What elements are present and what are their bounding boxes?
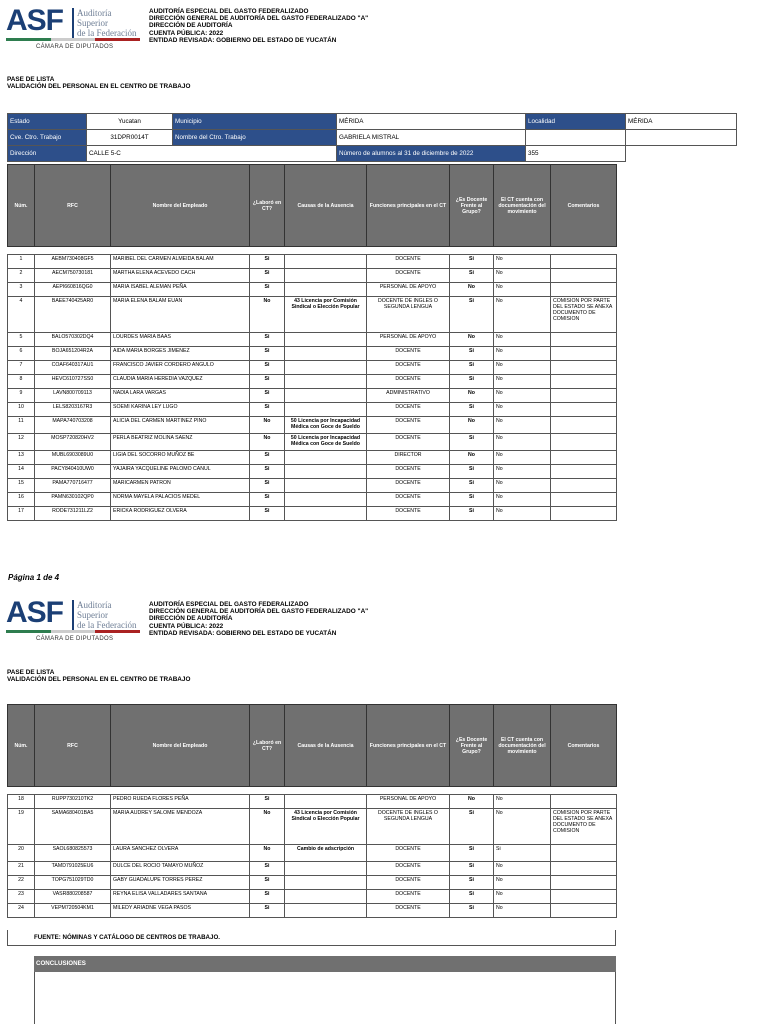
- row-documentacion: No: [494, 333, 551, 347]
- row-rfc: AEBM730408GF5: [35, 255, 111, 269]
- row-laboro: No: [250, 809, 285, 845]
- row-laboro: No: [250, 297, 285, 333]
- row-rfc: SAOL680825573: [35, 845, 111, 862]
- row-documentacion: No: [494, 417, 551, 434]
- table-row: [8, 845, 617, 862]
- row-nombre: DULCE DEL ROCIO TAMAYO MUÑOZ: [111, 862, 250, 876]
- row-nombre: MARIBEL DEL CARMEN ALMEIDA BALAM: [111, 255, 250, 269]
- row-documentacion: No: [494, 403, 551, 417]
- row-documentacion: No: [494, 809, 551, 845]
- row-num: 16: [8, 493, 35, 507]
- asf-logo-text: ASF: [6, 4, 63, 37]
- row-documentacion: No: [494, 876, 551, 890]
- row-laboro: Si: [250, 361, 285, 375]
- row-documentacion: No: [494, 283, 551, 297]
- row-rfc: TAMD791025EU6: [35, 862, 111, 876]
- row-documentacion: No: [494, 297, 551, 333]
- col-docente: ¿Es Docente Frente al Grupo?: [450, 165, 494, 247]
- page-number: Página 1 de 4: [8, 573, 60, 582]
- row-nombre: SOEMI KARINA LEY LUGO: [111, 403, 250, 417]
- row-rfc: SAMA680401BA5: [35, 809, 111, 845]
- row-docente: Si: [450, 465, 494, 479]
- row-rfc: PAMA770716477: [35, 479, 111, 493]
- row-funciones: DOCENTE DE INGLES O SEGUNDA LENGUA: [367, 809, 450, 845]
- section-title: PASE DE LISTA VALIDACIÓN DEL PERSONAL EN EL CENTRO DE TRABAJO: [7, 669, 191, 684]
- asf-logo-text: ASF: [6, 596, 63, 629]
- row-num: 23: [8, 890, 35, 904]
- row-nombre: MILEDY ARIADNE VEGA PASOS: [111, 904, 250, 918]
- row-laboro: No: [250, 434, 285, 451]
- col-nombre: Nombre del Empleado: [111, 165, 250, 247]
- row-rfc: MOSP720820HV2: [35, 434, 111, 451]
- row-documentacion: No: [494, 904, 551, 918]
- row-laboro: Si: [250, 862, 285, 876]
- row-docente: No: [450, 417, 494, 434]
- row-num: 6: [8, 347, 35, 361]
- row-causas: [285, 862, 367, 876]
- row-num: 13: [8, 451, 35, 465]
- row-funciones: PERSONAL DE APOYO: [367, 795, 450, 809]
- row-documentacion: No: [494, 493, 551, 507]
- row-rfc: BAEE740425AR0: [35, 297, 111, 333]
- col-laboro: ¿Laboró en CT?: [250, 705, 285, 787]
- row-funciones: DOCENTE: [367, 479, 450, 493]
- row-laboro: Si: [250, 283, 285, 297]
- row-docente: Si: [450, 255, 494, 269]
- row-causas: [285, 890, 367, 904]
- row-num: 9: [8, 389, 35, 403]
- row-num: 8: [8, 375, 35, 389]
- direccion-label: Dirección: [8, 146, 87, 162]
- fuente-note: FUENTE: NÓMINAS Y CATÁLOGO DE CENTROS DE TRABAJO.: [34, 934, 220, 941]
- row-funciones: DOCENTE: [367, 862, 450, 876]
- row-laboro: Si: [250, 493, 285, 507]
- row-docente: Si: [450, 269, 494, 283]
- row-num: 7: [8, 361, 35, 375]
- row-docente: No: [450, 795, 494, 809]
- row-nombre: NADIA LARA VARGAS: [111, 389, 250, 403]
- row-documentacion: No: [494, 507, 551, 521]
- alumnos-value: 355: [526, 146, 626, 162]
- row-rfc: HEVC610727SS0: [35, 375, 111, 389]
- row-causas: 43 Licencia por Comisión Sindical o Elección Popular: [285, 809, 367, 845]
- row-rfc: TOPG751029TD0: [35, 876, 111, 890]
- row-documentacion: No: [494, 465, 551, 479]
- cct-value: 31DPR0014T: [87, 130, 173, 146]
- row-laboro: Si: [250, 403, 285, 417]
- row-funciones: DOCENTE: [367, 845, 450, 862]
- row-funciones: DOCENTE: [367, 347, 450, 361]
- row-laboro: Si: [250, 333, 285, 347]
- row-laboro: Si: [250, 347, 285, 361]
- estado-value: Yucatan: [87, 114, 173, 130]
- row-laboro: Si: [250, 375, 285, 389]
- row-laboro: Si: [250, 507, 285, 521]
- row-documentacion: Si: [494, 845, 551, 862]
- row-documentacion: No: [494, 389, 551, 403]
- row-num: 14: [8, 465, 35, 479]
- row-rfc: COAF640317AU1: [35, 361, 111, 375]
- row-docente: Si: [450, 297, 494, 333]
- row-funciones: DOCENTE: [367, 876, 450, 890]
- row-docente: Si: [450, 375, 494, 389]
- row-causas: 50 Licencia por Incapacidad Médica con Goce de Sueldo: [285, 434, 367, 451]
- row-comentarios: COMISION POR PARTE DEL ESTADO SE ANEXA DOCUMENTO DE COMISION: [551, 297, 617, 333]
- municipio-label: Municipio: [173, 114, 337, 130]
- col-comentarios: Comentarios: [551, 705, 617, 787]
- row-documentacion: No: [494, 347, 551, 361]
- col-rfc: RFC: [35, 165, 111, 247]
- col-documentacion: El CT cuenta con documentación del movimiento: [494, 165, 551, 247]
- row-docente: Si: [450, 347, 494, 361]
- col-docente: ¿Es Docente Frente al Grupo?: [450, 705, 494, 787]
- row-num: 15: [8, 479, 35, 493]
- col-causas: Causas de la Ausencia: [285, 705, 367, 787]
- row-docente: Si: [450, 876, 494, 890]
- row-rfc: VASR880208587: [35, 890, 111, 904]
- row-funciones: DOCENTE: [367, 255, 450, 269]
- row-rfc: LAVN800709113: [35, 389, 111, 403]
- row-documentacion: No: [494, 375, 551, 389]
- row-laboro: Si: [250, 465, 285, 479]
- row-nombre: PEDRO RUEDA FLORES PEÑA: [111, 795, 250, 809]
- row-docente: No: [450, 451, 494, 465]
- row-funciones: DOCENTE: [367, 403, 450, 417]
- row-docente: No: [450, 283, 494, 297]
- cct-label: Cve. Ctro. Trabajo: [8, 130, 87, 146]
- row-funciones: DOCENTE: [367, 434, 450, 451]
- nombre-ct-label: Nombre del Ctro. Trabajo: [173, 130, 337, 146]
- direccion-value: CALLE 5-C: [87, 146, 337, 162]
- report-header: AUDITORÍA ESPECIAL DEL GASTO FEDERALIZADO DIRECCIÓN GENERAL DE AUDITORÍA DEL GASTO FEDERALIZADO "A" DIRECCIÓN DE AUDITORÍA CUENTA PÚBLICA: 2022 ENTIDAD REVISADA: GOBIERNO DEL ESTADO DE YUCATÁN: [149, 8, 369, 44]
- row-nombre: MARIA ISABEL ALEMAN PEÑA: [111, 283, 250, 297]
- row-documentacion: No: [494, 862, 551, 876]
- estado-label: Estado: [8, 114, 87, 130]
- row-funciones: ADMINISTRATIVO: [367, 389, 450, 403]
- row-comentarios: COMISION POR PARTE DEL ESTADO SE ANEXA DOCUMENTO DE COMISION: [551, 809, 617, 845]
- row-rfc: BOJA651204R2A: [35, 347, 111, 361]
- row-num: 21: [8, 862, 35, 876]
- row-docente: Si: [450, 493, 494, 507]
- row-docente: No: [450, 333, 494, 347]
- personnel-table-page-2: [7, 794, 617, 918]
- row-rfc: MAPA740703208: [35, 417, 111, 434]
- col-comentarios: Comentarios: [551, 165, 617, 247]
- section-title: PASE DE LISTA VALIDACIÓN DEL PERSONAL EN EL CENTRO DE TRABAJO: [7, 76, 191, 91]
- row-funciones: DOCENTE: [367, 507, 450, 521]
- row-laboro: Si: [250, 795, 285, 809]
- row-documentacion: No: [494, 269, 551, 283]
- row-nombre: ALICIA DEL CARMEN MARTINEZ PINO: [111, 417, 250, 434]
- asf-logo-words: Auditoría Superior de la Federación: [72, 8, 136, 38]
- row-causas: Cambio de adscripción: [285, 845, 367, 862]
- asf-logo-words: Auditoría Superior de la Federación: [72, 600, 136, 630]
- row-docente: Si: [450, 434, 494, 451]
- row-num: 12: [8, 434, 35, 451]
- report-header: AUDITORÍA ESPECIAL DEL GASTO FEDERALIZADO DIRECCIÓN GENERAL DE AUDITORÍA DEL GASTO FEDERALIZADO "A" DIRECCIÓN DE AUDITORÍA CUENTA PÚBLICA: 2022 ENTIDAD REVISADA: GOBIERNO DEL ESTADO DE YUCATÁN: [149, 601, 369, 637]
- row-laboro: Si: [250, 269, 285, 283]
- row-nombre: REYNA ELISA VALLADARES SANTANA: [111, 890, 250, 904]
- row-nombre: GABY GUADALUPE TORRES PEREZ: [111, 876, 250, 890]
- col-laboro: ¿Laboró en CT?: [250, 165, 285, 247]
- row-nombre: AIDA MARIA BORGES JIMENEZ: [111, 347, 250, 361]
- localidad-value: MÉRIDA: [626, 114, 737, 130]
- row-laboro: Si: [250, 904, 285, 918]
- row-rfc: AEPI660816QG0: [35, 283, 111, 297]
- row-causas: 50 Licencia por Incapacidad Médica con Goce de Sueldo: [285, 417, 367, 434]
- row-nombre: LIGIA DEL SOCORRO MUÑOZ BE: [111, 451, 250, 465]
- row-num: 4: [8, 297, 35, 333]
- nombre-ct-value: GABRIELA MISTRAL: [337, 130, 526, 146]
- row-funciones: DOCENTE: [367, 904, 450, 918]
- row-funciones: DOCENTE: [367, 375, 450, 389]
- row-docente: Si: [450, 479, 494, 493]
- row-docente: Si: [450, 904, 494, 918]
- row-docente: Si: [450, 845, 494, 862]
- row-comentarios: [551, 890, 617, 904]
- row-documentacion: No: [494, 361, 551, 375]
- row-nombre: MARTHA ELENA ACEVEDO CACH: [111, 269, 250, 283]
- col-funciones: Funciones principales en el CT: [367, 705, 450, 787]
- row-rfc: PAMN630102QP0: [35, 493, 111, 507]
- row-laboro: Si: [250, 389, 285, 403]
- row-documentacion: No: [494, 795, 551, 809]
- table-row: [8, 876, 617, 890]
- row-laboro: No: [250, 845, 285, 862]
- row-funciones: DOCENTE: [367, 890, 450, 904]
- row-num: 19: [8, 809, 35, 845]
- row-num: 1: [8, 255, 35, 269]
- col-nombre: Nombre del Empleado: [111, 705, 250, 787]
- row-comentarios: [551, 862, 617, 876]
- table-row: [8, 795, 617, 809]
- camara-label: CÁMARA DE DIPUTADOS: [36, 44, 114, 50]
- row-docente: Si: [450, 507, 494, 521]
- row-nombre: LOURDES MARIA BAAS: [111, 333, 250, 347]
- row-documentacion: No: [494, 479, 551, 493]
- row-nombre: LAURA SANCHEZ OLVERA: [111, 845, 250, 862]
- row-documentacion: No: [494, 434, 551, 451]
- row-laboro: Si: [250, 451, 285, 465]
- personnel-table-header: [7, 704, 617, 787]
- flag-stripe-icon: [6, 630, 140, 635]
- row-rfc: RODE731211LZ2: [35, 507, 111, 521]
- row-num: 5: [8, 333, 35, 347]
- row-rfc: PACY840410UW0: [35, 465, 111, 479]
- row-docente: Si: [450, 890, 494, 904]
- row-comentarios: [551, 904, 617, 918]
- row-nombre: CLAUDIA MARIA HEREDIA VAZQUEZ: [111, 375, 250, 389]
- row-nombre: MARIA ELENA BALAM EUAN: [111, 297, 250, 333]
- row-nombre: FRANCISCO JAVIER CORDERO ANGULO: [111, 361, 250, 375]
- row-causas: 43 Licencia por Comisión Sindical o Elección Popular: [285, 297, 367, 333]
- row-docente: No: [450, 389, 494, 403]
- row-comentarios: [551, 876, 617, 890]
- municipio-value: MÉRIDA: [337, 114, 526, 130]
- col-causas: Causas de la Ausencia: [285, 165, 367, 247]
- conclusiones-header: CONCLUSIONES: [34, 956, 616, 972]
- row-laboro: Si: [250, 876, 285, 890]
- row-funciones: DOCENTE: [367, 493, 450, 507]
- table-row: [8, 890, 617, 904]
- row-causas: [285, 904, 367, 918]
- row-rfc: AECM750730181: [35, 269, 111, 283]
- asf-logo: [6, 598, 140, 644]
- col-funciones: Funciones principales en el CT: [367, 165, 450, 247]
- row-num: 22: [8, 876, 35, 890]
- row-funciones: DOCENTE: [367, 269, 450, 283]
- row-laboro: Si: [250, 890, 285, 904]
- row-rfc: MUBL6903089U0: [35, 451, 111, 465]
- row-funciones: DOCENTE: [367, 361, 450, 375]
- row-num: 11: [8, 417, 35, 434]
- row-nombre: ERICKA RODRIGUEZ OLVERA: [111, 507, 250, 521]
- row-rfc: LELS8203167R3: [35, 403, 111, 417]
- camara-label: CÁMARA DE DIPUTADOS: [36, 636, 114, 642]
- table-row: [8, 862, 617, 876]
- row-docente: Si: [450, 361, 494, 375]
- table-row: [8, 904, 617, 918]
- row-rfc: BALO570302DQ4: [35, 333, 111, 347]
- row-num: 17: [8, 507, 35, 521]
- row-num: 18: [8, 795, 35, 809]
- row-funciones: DOCENTE DE INGLES O SEGUNDA LENGUA: [367, 297, 450, 333]
- row-funciones: DIRECTOR: [367, 451, 450, 465]
- row-docente: Si: [450, 809, 494, 845]
- row-laboro: No: [250, 417, 285, 434]
- row-documentacion: No: [494, 255, 551, 269]
- row-docente: Si: [450, 403, 494, 417]
- table-row: [8, 809, 617, 845]
- col-num: Núm.: [8, 165, 35, 247]
- row-comentarios: [551, 795, 617, 809]
- row-num: 3: [8, 283, 35, 297]
- row-funciones: DOCENTE: [367, 465, 450, 479]
- row-nombre: MARICARMEN PATRON: [111, 479, 250, 493]
- row-nombre: MARIA AUDREY SALOME MENDOZA: [111, 809, 250, 845]
- row-num: 20: [8, 845, 35, 862]
- row-docente: Si: [450, 862, 494, 876]
- row-num: 10: [8, 403, 35, 417]
- row-comentarios: [551, 845, 617, 862]
- row-documentacion: No: [494, 451, 551, 465]
- row-funciones: PERSONAL DE APOYO: [367, 333, 450, 347]
- conclusiones-body: [34, 972, 616, 1024]
- row-funciones: DOCENTE: [367, 417, 450, 434]
- row-rfc: VEPM720504KM1: [35, 904, 111, 918]
- row-funciones: PERSONAL DE APOYO: [367, 283, 450, 297]
- col-documentacion: El CT cuenta con documentación del movimiento: [494, 705, 551, 787]
- row-nombre: PERLA BEATRIZ MOLINA SAENZ: [111, 434, 250, 451]
- col-num: Núm.: [8, 705, 35, 787]
- row-causas: [285, 795, 367, 809]
- row-laboro: Si: [250, 479, 285, 493]
- col-rfc: RFC: [35, 705, 111, 787]
- row-laboro: Si: [250, 255, 285, 269]
- row-nombre: YAJAIRA YACQUELINE PALOMO CANUL: [111, 465, 250, 479]
- row-causas: [285, 876, 367, 890]
- row-rfc: RUPP730210TK2: [35, 795, 111, 809]
- alumnos-label: Número de alumnos al 31 de diciembre de 2022: [337, 146, 526, 162]
- row-num: 2: [8, 269, 35, 283]
- row-num: 24: [8, 904, 35, 918]
- row-nombre: NORMA MAYELA PALACIOS MEDEL: [111, 493, 250, 507]
- row-documentacion: No: [494, 890, 551, 904]
- localidad-label: Localidad: [526, 114, 626, 130]
